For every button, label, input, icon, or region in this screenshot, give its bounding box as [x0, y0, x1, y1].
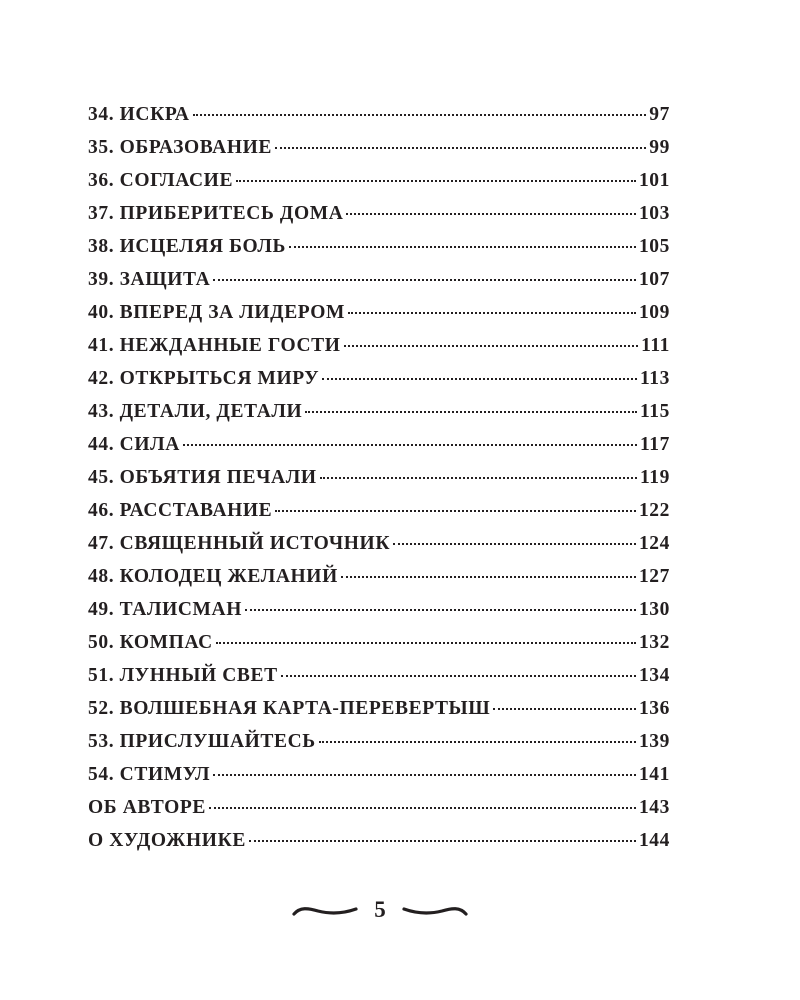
toc-entry-page: 113 [640, 368, 670, 389]
toc-entry-title: 34. ИСКРА [88, 104, 190, 125]
dot-leader [213, 774, 636, 776]
toc-entry-title: 35. ОБРАЗОВАНИЕ [88, 137, 272, 158]
toc-entry-title: 48. КОЛОДЕЦ ЖЕЛАНИЙ [88, 566, 338, 587]
toc-entry[interactable] [88, 335, 670, 368]
toc-entry-title: 51. ЛУННЫЙ СВЕТ [88, 665, 278, 686]
toc-entry-page: 143 [638, 797, 670, 818]
toc-entry[interactable] [88, 401, 670, 434]
toc-entry-title: 52. ВОЛШЕБНАЯ КАРТА-ПЕРЕВЕРТЫШ [88, 698, 491, 719]
toc-entry[interactable] [88, 137, 670, 170]
dot-leader [289, 246, 636, 248]
toc-entry-title: 42. ОТКРЫТЬСЯ МИРУ [88, 368, 320, 389]
toc-entry[interactable] [88, 368, 670, 401]
toc-entry-page: 105 [638, 236, 670, 257]
dot-leader [341, 576, 636, 578]
toc-entry[interactable] [88, 599, 670, 632]
toc-entry[interactable] [88, 830, 670, 863]
toc-entry-page: 136 [638, 698, 670, 719]
toc-entry-title: 38. ИСЦЕЛЯЯ БОЛЬ [88, 236, 286, 257]
toc-entry-title: О ХУДОЖНИКЕ [88, 830, 246, 851]
page-number: 5 [374, 897, 386, 922]
toc-entry-page: 99 [649, 137, 670, 158]
dot-leader [348, 312, 636, 314]
toc-entry[interactable] [88, 533, 670, 566]
dot-leader [193, 114, 647, 116]
dot-leader [275, 147, 646, 149]
toc-entry-page: 115 [640, 401, 670, 422]
dot-leader [305, 411, 637, 413]
toc-entry-title: 46. РАССТАВАНИЕ [88, 500, 273, 521]
dot-leader [281, 675, 636, 677]
toc-entry-page: 124 [638, 533, 670, 554]
toc-entry-title: 39. ЗАЩИТА [88, 269, 211, 290]
toc-entry-page: 134 [638, 665, 670, 686]
dot-leader [249, 840, 636, 842]
toc-entry-title: 50. КОМПАС [88, 632, 213, 653]
toc-entry[interactable] [88, 566, 670, 599]
toc-entry-page: 111 [641, 335, 670, 356]
dot-leader [209, 807, 636, 809]
toc-entry[interactable] [88, 731, 670, 764]
toc-entry-title: ОБ АВТОРЕ [88, 797, 207, 818]
dot-leader [213, 279, 636, 281]
toc-entry-title: 53. ПРИСЛУШАЙТЕСЬ [88, 731, 316, 752]
dot-leader [216, 642, 636, 644]
toc-entry-title: 49. ТАЛИСМАН [88, 599, 243, 620]
toc-entry-page: 141 [638, 764, 670, 785]
toc-entry[interactable] [88, 665, 670, 698]
dot-leader [236, 180, 636, 182]
dot-leader [344, 345, 639, 347]
toc-entry-page: 109 [638, 302, 670, 323]
toc-entry[interactable] [88, 500, 670, 533]
toc-entry-title: 40. ВПЕРЕД ЗА ЛИДЕРОМ [88, 302, 345, 323]
toc-entry[interactable] [88, 236, 670, 269]
toc-entry[interactable] [88, 764, 670, 797]
toc-entry-page: 122 [638, 500, 670, 521]
table-of-contents [88, 104, 670, 863]
toc-entry-page: 144 [638, 830, 670, 851]
dot-leader [275, 510, 636, 512]
toc-entry[interactable] [88, 797, 670, 830]
toc-entry-page: 119 [640, 467, 670, 488]
toc-entry-title: 54. СТИМУЛ [88, 764, 211, 785]
toc-entry[interactable] [88, 203, 670, 236]
toc-entry[interactable] [88, 698, 670, 731]
toc-entry[interactable] [88, 170, 670, 203]
dot-leader [319, 741, 636, 743]
toc-entry-title: 41. НЕЖДАННЫЕ ГОСТИ [88, 335, 341, 356]
toc-entry-page: 130 [638, 599, 670, 620]
toc-entry[interactable] [88, 632, 670, 665]
toc-entry-page: 117 [640, 434, 670, 455]
toc-entry-page: 139 [638, 731, 670, 752]
dot-leader [183, 444, 637, 446]
toc-entry-title: 37. ПРИБЕРИТЕСЬ ДОМА [88, 203, 344, 224]
toc-entry-page: 127 [638, 566, 670, 587]
toc-entry[interactable] [88, 269, 670, 302]
dot-leader [346, 213, 636, 215]
toc-entry-title: 36. СОГЛАСИЕ [88, 170, 234, 191]
toc-entry-page: 107 [638, 269, 670, 290]
toc-entry-title: 47. СВЯЩЕННЫЙ ИСТОЧНИК [88, 533, 391, 554]
toc-entry-title: 45. ОБЪЯТИЯ ПЕЧАЛИ [88, 467, 317, 488]
toc-entry[interactable] [88, 467, 670, 500]
dot-leader [245, 609, 636, 611]
toc-entry-page: 103 [638, 203, 670, 224]
dot-leader [322, 378, 637, 380]
toc-entry-title: 44. СИЛА [88, 434, 180, 455]
dot-leader [393, 543, 636, 545]
dot-leader [320, 477, 637, 479]
toc-entry[interactable] [88, 302, 670, 335]
dot-leader [493, 708, 636, 710]
toc-entry[interactable] [88, 104, 670, 137]
page-footer [0, 896, 800, 936]
toc-entry-page: 132 [638, 632, 670, 653]
toc-entry-page: 101 [638, 170, 670, 191]
toc-entry-page: 97 [649, 104, 670, 125]
toc-entry[interactable] [88, 434, 670, 467]
toc-entry-title: 43. ДЕТАЛИ, ДЕТАЛИ [88, 401, 303, 422]
